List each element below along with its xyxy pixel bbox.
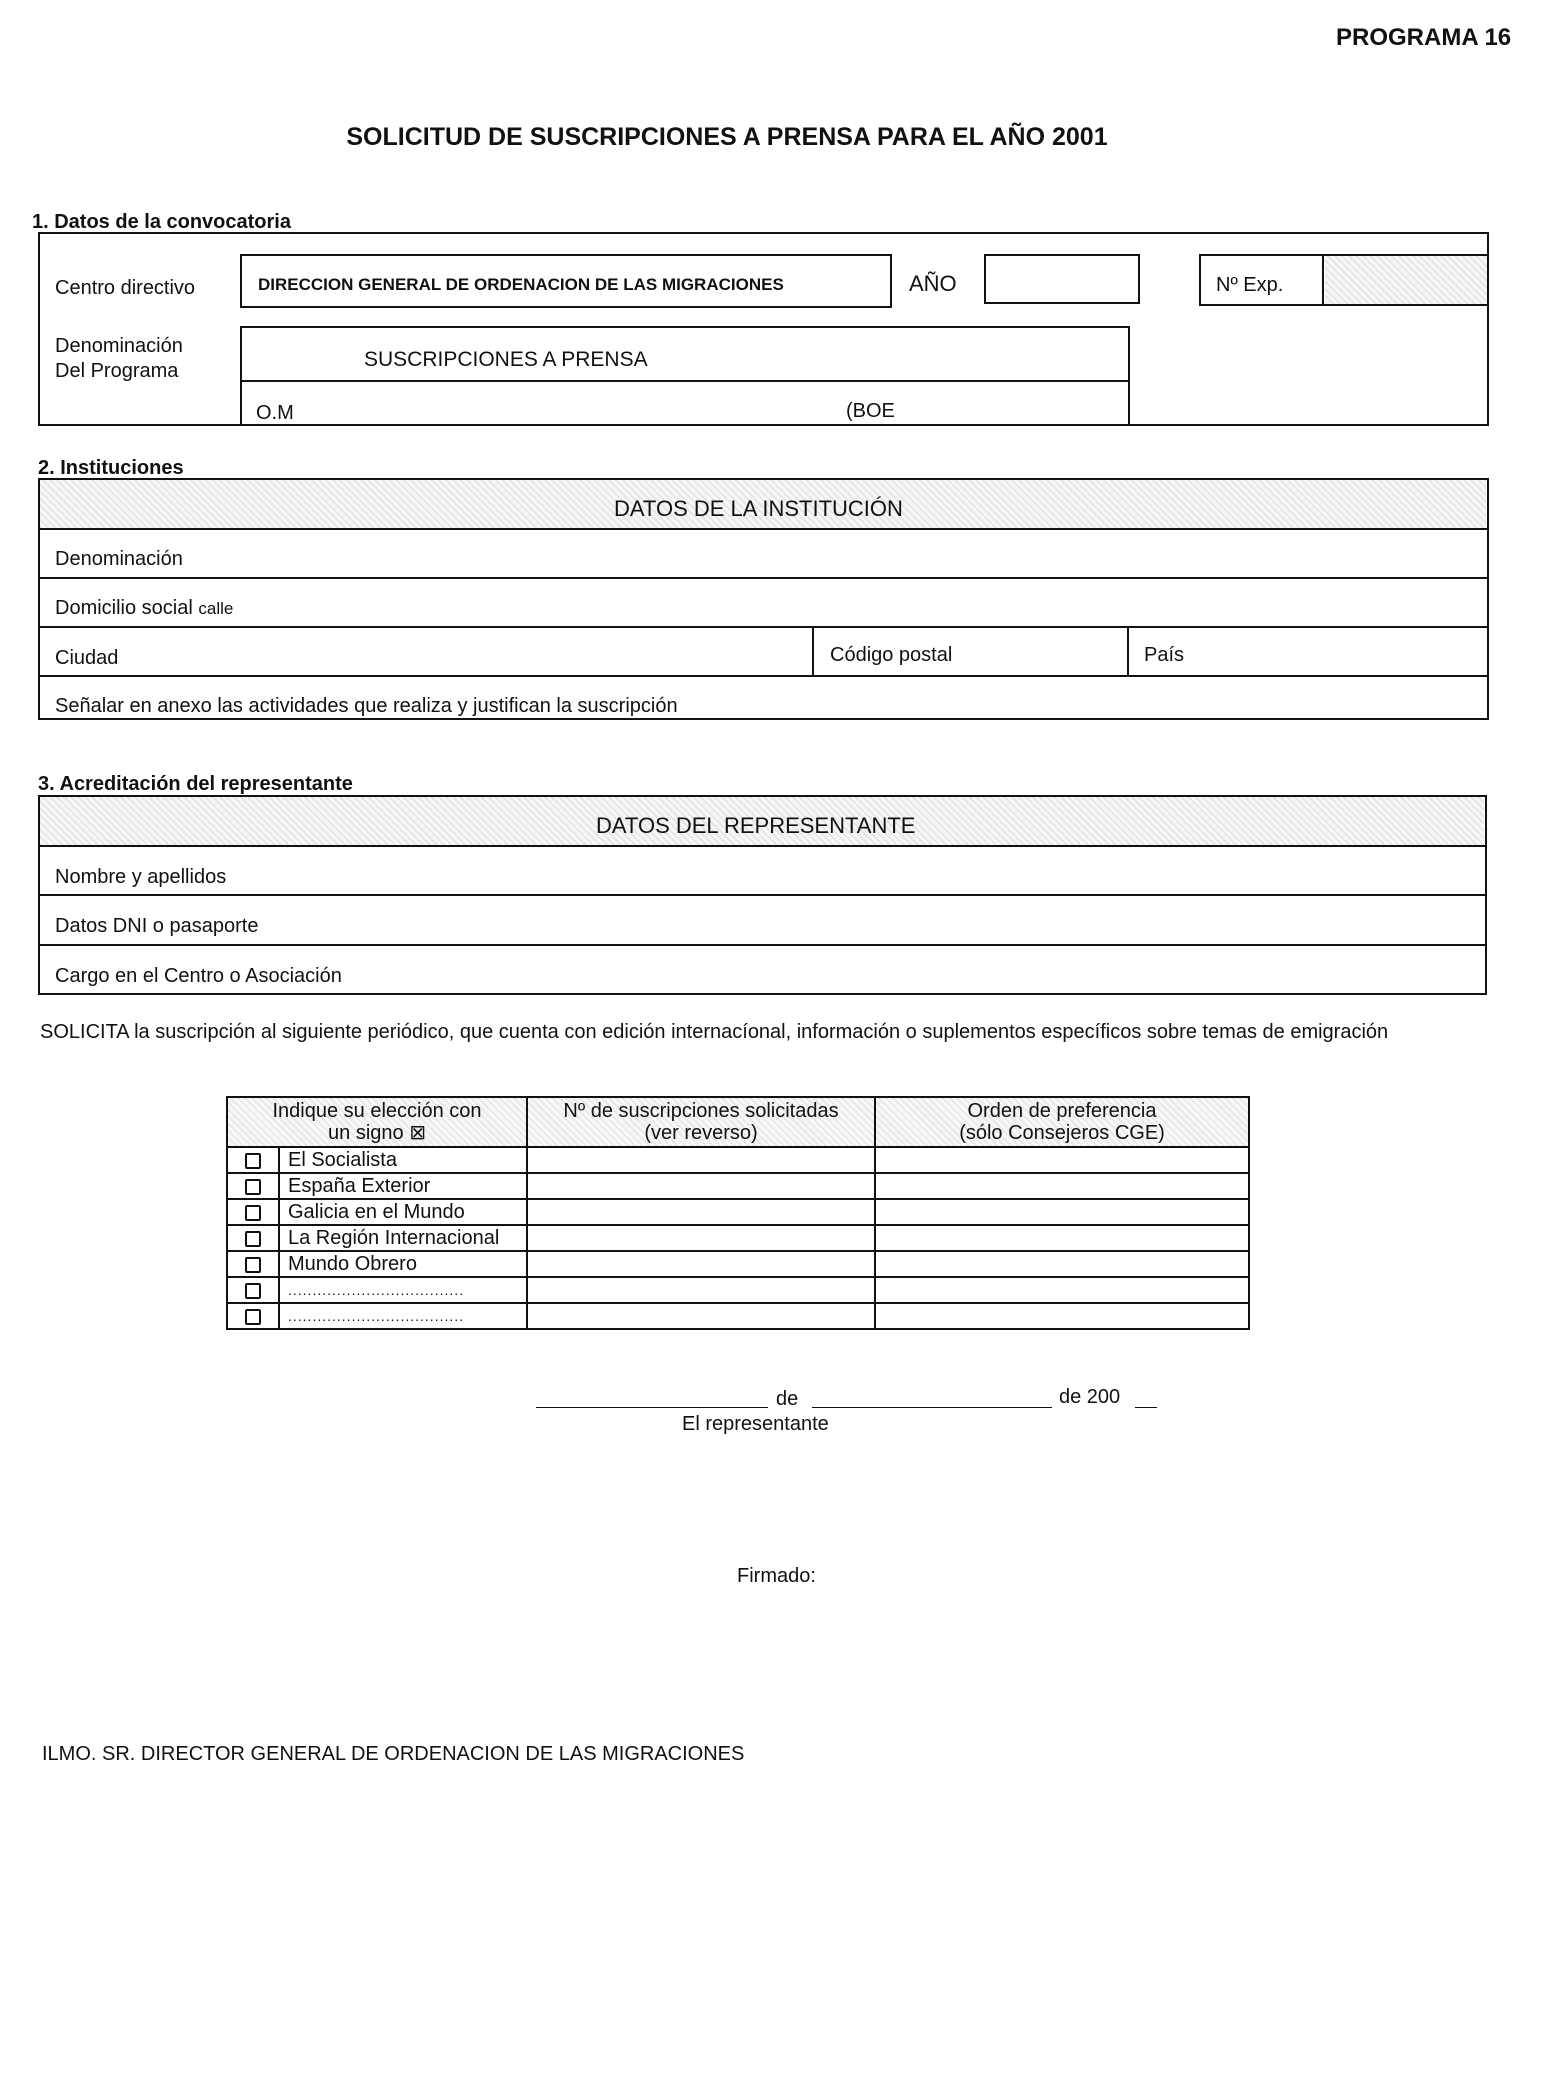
- el-representante: El representante: [682, 1413, 829, 1435]
- table-row: [227, 1199, 1249, 1225]
- centro-directivo-value: DIRECCION GENERAL DE ORDENACION DE LAS MIGRACIONES: [258, 275, 784, 294]
- suscripciones-cell[interactable]: [527, 1173, 875, 1199]
- representante-banner-title: DATOS DEL REPRESENTANTE: [596, 813, 916, 838]
- col3-line2: (sólo Consejeros CGE): [959, 1122, 1165, 1144]
- anio-label: AÑO: [909, 271, 957, 296]
- newspaper-name-blank[interactable]: ....................................: [279, 1303, 527, 1329]
- de-200: de 200: [1059, 1386, 1121, 1408]
- pais-field[interactable]: País: [1144, 644, 1185, 666]
- checkbox[interactable]: [227, 1251, 279, 1277]
- firmado-label: Firmado:: [737, 1565, 816, 1587]
- om-label: O.M: [256, 402, 294, 424]
- suscripciones-cell[interactable]: [527, 1225, 875, 1251]
- suscripciones-cell[interactable]: [527, 1303, 875, 1329]
- col2-line1: Nº de suscripciones solicitadas: [563, 1100, 839, 1122]
- domicilio-calle-label: calle: [198, 599, 234, 618]
- suscripciones-cell[interactable]: [527, 1147, 875, 1173]
- rep-row-line-1: [38, 894, 1487, 896]
- domicilio-social-field[interactable]: [55, 596, 233, 621]
- newspaper-name: El Socialista: [279, 1147, 527, 1173]
- row-line-1: [38, 577, 1489, 579]
- preferencia-cell[interactable]: [875, 1277, 1249, 1303]
- checkbox[interactable]: [227, 1277, 279, 1303]
- col-suscripciones-header: [527, 1097, 875, 1147]
- newspaper-name: Galicia en el Mundo: [279, 1199, 527, 1225]
- table-row: [227, 1147, 1249, 1173]
- section3-heading: 3. Acreditación del representante: [38, 773, 353, 795]
- section2-heading: 2. Instituciones: [38, 457, 184, 479]
- preferencia-cell[interactable]: [875, 1303, 1249, 1329]
- checkbox[interactable]: [227, 1225, 279, 1251]
- col1-line2: un signo ⊠: [328, 1122, 426, 1144]
- table-row: [227, 1277, 1249, 1303]
- newspaper-name: La Región Internacional: [279, 1225, 527, 1251]
- boe-label: (BOE: [846, 400, 895, 422]
- denominacion-label-2: Del Programa: [55, 360, 179, 382]
- col-eleccion-header: [227, 1097, 527, 1147]
- codigo-postal-field[interactable]: Código postal: [830, 644, 953, 666]
- preferencia-cell[interactable]: [875, 1225, 1249, 1251]
- institucion-banner-title: DATOS DE LA INSTITUCIÓN: [614, 496, 903, 521]
- checkbox[interactable]: [227, 1147, 279, 1173]
- year-line[interactable]: [1135, 1407, 1157, 1408]
- suscripciones-cell[interactable]: [527, 1277, 875, 1303]
- section1-heading: 1. Datos de la convocatoria: [32, 211, 291, 233]
- preferencia-cell[interactable]: [875, 1251, 1249, 1277]
- preferencia-cell[interactable]: [875, 1199, 1249, 1225]
- checkbox[interactable]: [227, 1199, 279, 1225]
- checkbox[interactable]: [227, 1173, 279, 1199]
- solicita-paragraph: SOLICITA la suscripción al siguiente periódico, que cuenta con edición internacíonal, información o suplementos específicos sobre temas de emigración: [40, 1021, 1389, 1043]
- table-row: [227, 1303, 1249, 1329]
- anio-field[interactable]: [984, 254, 1140, 304]
- newspaper-name: Mundo Obrero: [279, 1251, 527, 1277]
- preferencia-cell[interactable]: [875, 1147, 1249, 1173]
- table-row: [227, 1251, 1249, 1277]
- suscripciones-cell[interactable]: [527, 1199, 875, 1225]
- ciudad-field[interactable]: Ciudad: [55, 647, 119, 669]
- page-title: SOLICITUD DE SUSCRIPCIONES A PRENSA PARA EL AÑO 2001: [346, 123, 1108, 151]
- denominacion-label-1: Denominación: [55, 335, 183, 357]
- de-1: de: [776, 1388, 799, 1410]
- col3-line1: Orden de preferencia: [967, 1100, 1157, 1122]
- anexo-note: Señalar en anexo las actividades que realiza y justifican la suscripción: [55, 695, 678, 717]
- col2-line2: (ver reverso): [644, 1122, 758, 1144]
- suscripciones-cell[interactable]: [527, 1251, 875, 1277]
- table-row: [227, 1173, 1249, 1199]
- institucion-body: [38, 528, 1489, 720]
- denominacion-divider: [240, 380, 1130, 382]
- cargo-field[interactable]: Cargo en el Centro o Asociación: [55, 965, 342, 987]
- place-date-line[interactable]: [536, 1407, 768, 1408]
- ciudad-divider: [812, 626, 814, 675]
- newspaper-selection-table: [226, 1096, 1250, 1330]
- denominacion-field[interactable]: [240, 326, 1130, 426]
- row-line-3: [38, 675, 1489, 677]
- preferencia-cell[interactable]: [875, 1173, 1249, 1199]
- domicilio-label: Domicilio social: [55, 597, 193, 619]
- checkbox[interactable]: [227, 1303, 279, 1329]
- newspaper-name-blank[interactable]: ....................................: [279, 1277, 527, 1303]
- nombre-apellidos-field[interactable]: Nombre y apellidos: [55, 866, 227, 888]
- addressee: ILMO. SR. DIRECTOR GENERAL DE ORDENACION DE LAS MIGRACIONES: [42, 1743, 745, 1765]
- denominacion-value: SUSCRIPCIONES A PRENSA: [364, 348, 648, 371]
- dni-pasaporte-field[interactable]: Datos DNI o pasaporte: [55, 915, 259, 937]
- centro-directivo-label: Centro directivo: [55, 277, 196, 299]
- col1-line1: Indique su elección con: [272, 1100, 482, 1122]
- newspaper-name: España Exterior: [279, 1173, 527, 1199]
- exp-divider: [1322, 254, 1324, 306]
- exp-label: Nº Exp.: [1216, 274, 1284, 296]
- row-line-2: [38, 626, 1489, 628]
- table-row: [227, 1225, 1249, 1251]
- month-line[interactable]: [812, 1407, 1052, 1408]
- program-number: PROGRAMA 16: [1336, 24, 1512, 51]
- institucion-denominacion-field[interactable]: Denominación: [55, 548, 183, 570]
- rep-row-line-2: [38, 944, 1487, 946]
- exp-field[interactable]: [1325, 256, 1487, 304]
- col-preferencia-header: [875, 1097, 1249, 1147]
- cp-divider: [1127, 626, 1129, 675]
